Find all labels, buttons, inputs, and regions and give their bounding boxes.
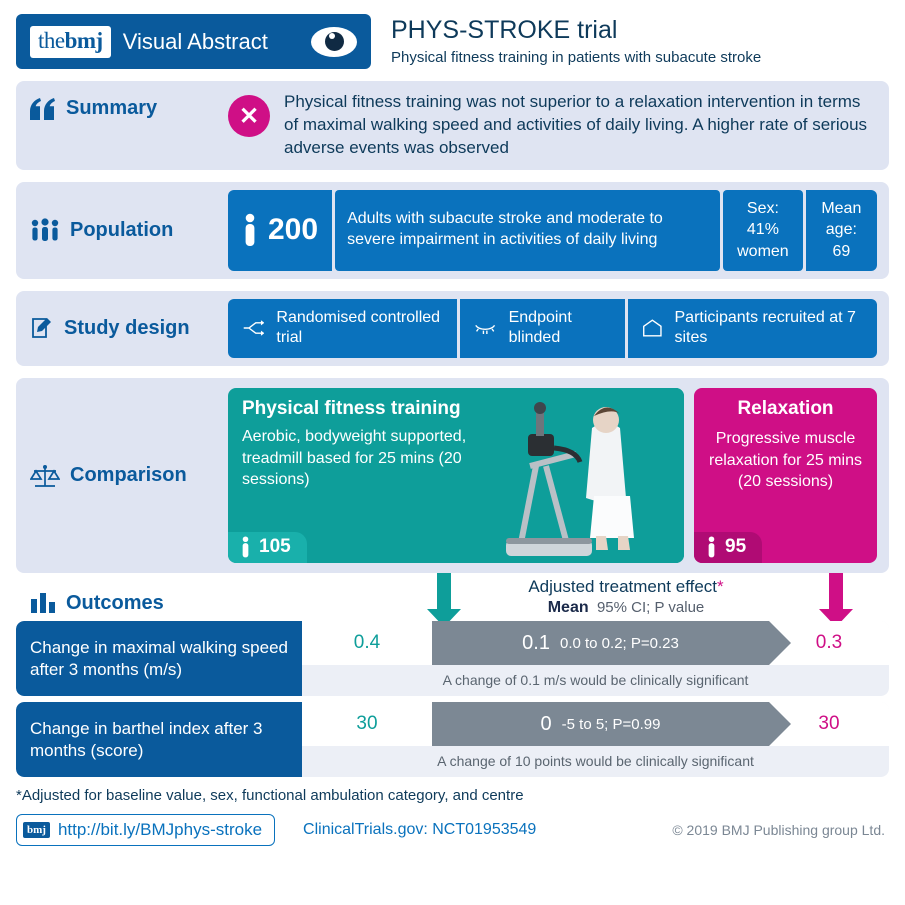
outcome-note-0: A change of 0.1 m/s would be clinically significant [442,672,749,689]
outcome-ci-1: -5 to 5; P=0.99 [561,715,661,733]
footer [16,814,889,846]
quote-icon [30,98,56,120]
outcome-intervention-value-1: 30 [356,713,378,735]
effect-mean-label: Mean [547,599,589,617]
effect-heading-star: * [717,577,724,597]
header [16,0,889,69]
comparison-label-group [16,378,228,573]
outcome-control-value-0: 0.3 [815,632,843,654]
control-card [694,388,877,563]
population-description: Adults with subacute stroke and moderate to severe impairment in activities of daily living [335,190,720,271]
page-subtitle: Physical fitness training in patients with subacute stroke [391,49,762,66]
person-icon [242,213,258,247]
pencil-icon [30,316,54,340]
outcome-control-value-1: 30 [818,713,840,735]
study-design-label-group [16,316,228,340]
control-title: Relaxation [737,398,834,420]
study-design-text-0: Randomised controlled trial [276,308,441,347]
closed-eye-icon [474,319,496,337]
intervention-count-pill [228,532,307,563]
control-count: 95 [725,536,747,558]
summary-section [16,81,889,170]
outcome-mean-0: 0.1 [522,631,550,654]
people-icon [30,218,60,242]
eye-icon [311,27,357,57]
short-url-link[interactable] [16,814,275,846]
population-boxes [228,182,889,279]
effect-ci-label: 95% CI; P value [596,599,705,617]
control-arrow [816,573,856,627]
study-design-section [16,291,889,367]
effect-heading-text: Adjusted treatment effect [528,577,718,597]
logo-the: the [38,27,65,53]
registry-link[interactable]: ClinicalTrials.gov: NCT01953549 [303,821,537,839]
outcome-values-1 [302,702,889,777]
bmj-visual-abstract-banner [16,14,371,69]
summary-label-group [16,91,228,120]
short-url-text: http://bit.ly/BMJphys-stroke [57,820,263,840]
footnote: *Adjusted for baseline value, sex, functional ambulation category, and centre [16,787,524,805]
population-age [806,190,877,271]
population-count-box [228,190,332,271]
bmj-mini-logo: bmj [23,822,50,838]
control-count-pill [694,532,762,563]
visual-abstract-label: Visual Abstract [122,28,268,54]
population-age-value: 69 [832,243,851,260]
randomise-icon [242,318,264,338]
page-title: PHYS-STROKE trial [391,16,618,44]
outcome-intervention-value-0: 0.4 [353,632,381,654]
population-label-group [16,218,228,242]
person-icon [706,536,717,558]
control-text: Progressive muscle relaxation for 25 mins (20 sessions) [709,430,862,491]
population-age-label: Mean age: [821,199,862,239]
copyright: © 2019 BMJ Publishing group Ltd. [672,822,885,839]
logo-bmj: bmj [64,27,103,53]
outcome-name-1: Change in barthel index after 3 months (score) [16,702,302,777]
person-icon [240,536,251,558]
intervention-title: Physical fitness training [242,398,461,420]
outcome-name-0: Change in maximal walking speed after 3 months (m/s) [16,621,302,696]
study-design-boxes [228,291,889,367]
outcomes-label: Outcomes [66,591,164,614]
study-design-item-0 [228,299,457,359]
study-design-label: Study design [64,316,190,339]
comparison-section [16,378,889,573]
population-count: 200 [268,213,319,247]
outcome-values-0 [302,621,889,696]
intervention-card [228,388,684,563]
intervention-text: Aerobic, bodyweight supported, treadmill based for 25 mins (20 sessions) [242,428,467,489]
effect-heading-zone [16,573,889,627]
scales-icon [30,463,60,489]
study-design-item-2 [628,299,877,359]
study-design-item-1 [460,299,625,359]
comparison-label: Comparison [70,464,187,487]
title-block [391,14,761,66]
population-section [16,182,889,279]
summary-label: Summary [66,97,158,119]
outcome-ci-0: 0.0 to 0.2; P=0.23 [559,634,679,652]
outcome-effect-bar-1 [432,702,769,746]
outcome-mean-1: 0 [540,712,552,735]
intervention-count: 105 [259,536,291,558]
outcome-row-0 [16,621,889,696]
outcome-effect-bar-0 [432,621,769,665]
population-sex-label: Sex: [746,199,779,217]
summary-text: Physical fitness training was not superior to a relaxation intervention in terms of maximal walking speed and activities of daily living. A higher rate of serious adverse events was observed [284,92,868,157]
population-sex-value: 41% women [737,221,789,260]
comparison-boxes [228,378,889,573]
bmj-logo [30,26,111,58]
x-circle-icon: ✕ [228,95,270,137]
study-design-text-2: Participants recruited at 7 sites [674,308,856,347]
population-sex [723,190,803,271]
adjusted-effect-heading [456,577,796,617]
outcome-note-1: A change of 10 points would be clinically significant [437,753,754,770]
home-icon [642,317,663,339]
outcome-row-1 [16,702,889,777]
population-label: Population [70,218,174,241]
treadmill-photo [484,388,684,563]
study-design-text-1: Endpoint blinded [508,308,572,347]
